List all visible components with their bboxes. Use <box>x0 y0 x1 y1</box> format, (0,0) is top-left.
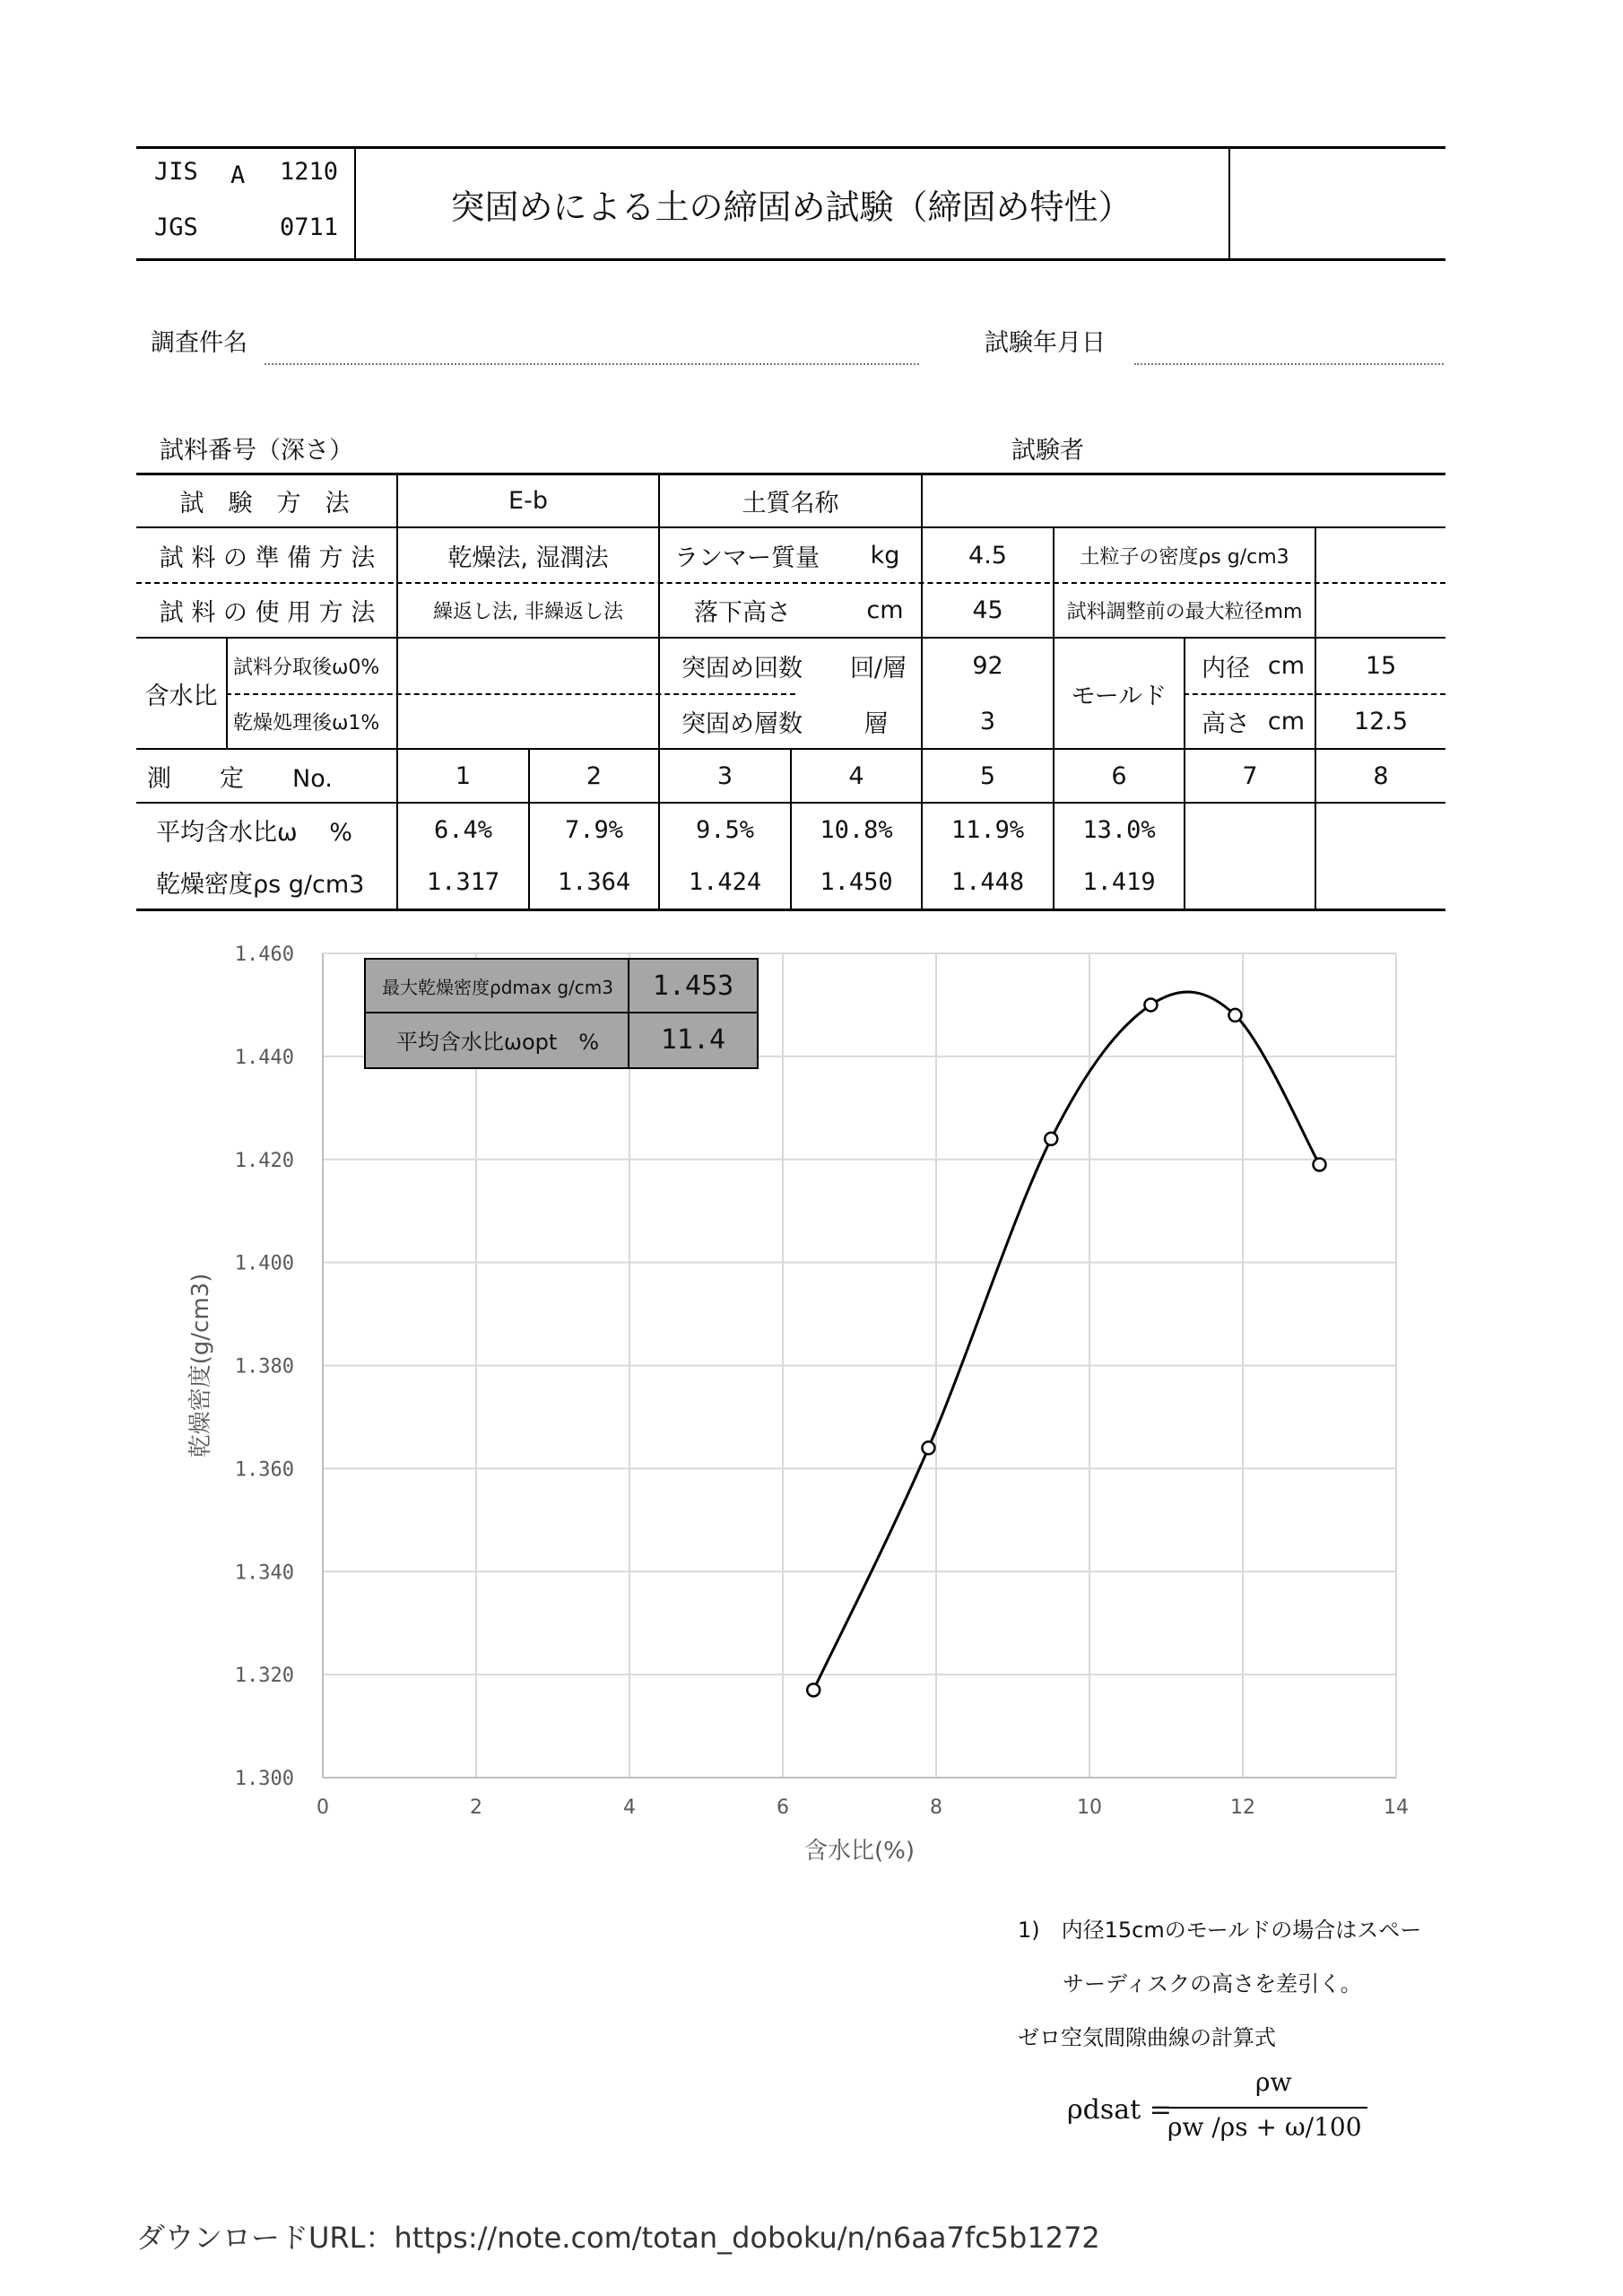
y-tick-label: 1.400 <box>234 1252 294 1275</box>
data-point <box>922 1441 934 1454</box>
y-axis-title: 乾燥密度(g/cm3) <box>187 1273 214 1458</box>
x-axis-title: 含水比(%) <box>804 1838 915 1865</box>
data-point <box>1314 1158 1326 1170</box>
summary-box <box>364 958 759 1069</box>
prep-method-label: 試 料 の 準 備 方 法 <box>159 544 376 572</box>
layers-unit: 層 <box>864 710 889 738</box>
x-tick-label: 0 <box>317 1796 329 1819</box>
dry-density-label: 乾燥密度ρs g/cm3 <box>156 870 365 899</box>
note-1-line-2: サーディスクの高さを差引く。 <box>1063 1971 1362 1996</box>
sample-no-label: 試料番号（深さ） <box>160 437 353 465</box>
rammer-mass-unit: kg <box>870 541 900 570</box>
measure-no: 5 <box>979 761 996 790</box>
data-point <box>807 1683 820 1696</box>
formula-denominator: ρw /ρs + ω/100 <box>1167 2112 1362 2142</box>
prep-method-value[interactable]: 乾燥法, 湿潤法 <box>447 544 609 572</box>
formula-numerator: ρw <box>1255 2067 1292 2097</box>
use-method-value[interactable]: 繰返し法, 非繰返し法 <box>433 601 623 623</box>
mold-label: モールド <box>1071 682 1167 710</box>
measure-no: 1 <box>455 761 472 790</box>
opt-w-label: 平均含水比ωopt % <box>395 1029 600 1055</box>
blows-unit: 回/層 <box>849 655 907 683</box>
height-unit: cm <box>1267 708 1306 735</box>
std1-a: JIS <box>154 158 198 186</box>
measure-no: 4 <box>848 761 864 790</box>
inner-dia-value[interactable]: 15 <box>1365 652 1397 680</box>
dry-density-value[interactable]: 1.419 <box>1082 867 1156 896</box>
test-date-label: 試験年月日 <box>985 329 1106 357</box>
max-density-label: 最大乾燥密度ρdmax g/cm3 <box>382 976 613 998</box>
use-method-label: 試 料 の 使 用 方 法 <box>159 599 376 627</box>
y-tick-label: 1.380 <box>234 1355 294 1378</box>
particle-density-label: 土粒子の密度ρs g/cm3 <box>1080 545 1289 569</box>
download-url[interactable]: ダウンロードURL：https://note.com/totan_doboku/n/n6aa7fc5b1272 <box>136 2221 1100 2255</box>
avg-w-value[interactable]: 9.5% <box>695 815 755 844</box>
y-tick-label: 1.440 <box>234 1046 294 1069</box>
measure-no: 3 <box>716 761 733 790</box>
opt-w-value: 11.4 <box>660 1023 726 1056</box>
formula-lhs: ρdsat = <box>1067 2094 1172 2126</box>
std1-b: A <box>230 161 246 189</box>
data-point <box>1045 1133 1057 1145</box>
blows-value[interactable]: 92 <box>972 652 1003 680</box>
y-tick-label: 1.320 <box>234 1665 294 1688</box>
avg-w-label: 平均含水比ω % <box>156 818 352 847</box>
drop-height-value[interactable]: 45 <box>972 596 1003 624</box>
dry-density-value[interactable]: 1.424 <box>688 867 762 896</box>
dry-density-value[interactable]: 1.448 <box>950 867 1025 896</box>
measure-no: 7 <box>1242 761 1258 790</box>
inner-dia-label: 内径 <box>1202 655 1250 683</box>
layers-label: 突固め層数 <box>681 710 803 738</box>
drop-height-unit: cm <box>866 596 904 624</box>
dry-density-value[interactable]: 1.317 <box>426 867 500 896</box>
dry-density-value[interactable]: 1.450 <box>820 867 893 896</box>
soil-name-label: 土質名称 <box>742 489 839 517</box>
x-tick-label: 14 <box>1384 1796 1409 1819</box>
x-tick-label: 8 <box>930 1796 942 1819</box>
y-tick-label: 1.340 <box>234 1561 294 1585</box>
test-method-value[interactable]: E-b <box>508 486 548 515</box>
x-tick-label: 12 <box>1230 1796 1255 1819</box>
zero-air-label: ゼロ空気間隙曲線の計算式 <box>1018 2025 1276 2050</box>
std2-c: 0711 <box>280 213 339 241</box>
height-label: 高さ <box>1202 710 1250 738</box>
rammer-mass-value[interactable]: 4.5 <box>968 541 1007 570</box>
test-method-label: 試 験 方 法 <box>179 489 350 517</box>
measure-no: 6 <box>1111 761 1127 790</box>
avg-w-value[interactable]: 13.0% <box>1082 815 1156 844</box>
measure-no: 8 <box>1373 761 1389 790</box>
avg-w-value[interactable]: 10.8% <box>820 815 893 844</box>
std2-a: JGS <box>154 213 198 241</box>
max-density-value: 1.453 <box>652 970 734 1002</box>
avg-w-value[interactable]: 11.9% <box>950 815 1025 844</box>
layers-value[interactable]: 3 <box>979 708 996 735</box>
rammer-mass-label: ランマー質量 <box>674 544 820 572</box>
w0-label: 試料分取後ω0% <box>233 657 380 679</box>
height-value[interactable]: 12.5 <box>1353 708 1409 735</box>
std1-c: 1210 <box>280 158 339 186</box>
y-tick-label: 1.460 <box>234 944 294 966</box>
formula <box>1067 2067 1426 2148</box>
drop-height-label: 落下高さ <box>694 599 791 627</box>
blows-label: 突固め回数 <box>681 655 803 683</box>
data-point <box>1228 1009 1241 1022</box>
y-tick-label: 1.300 <box>234 1768 294 1790</box>
survey-name-label: 調査件名 <box>151 329 247 357</box>
inner-dia-unit: cm <box>1267 652 1306 680</box>
x-tick-label: 2 <box>470 1796 482 1819</box>
data-point <box>1144 998 1157 1011</box>
x-tick-label: 4 <box>623 1796 636 1819</box>
tester-label: 試験者 <box>1011 437 1084 465</box>
page-title: 突固めによる土の締固め試験（締固め特性） <box>450 187 1133 227</box>
measure-label: 測 定 No. <box>147 764 333 793</box>
dry-density-value[interactable]: 1.364 <box>557 867 631 896</box>
avg-w-value[interactable]: 6.4% <box>433 815 493 844</box>
note-1-line-1: 1) 内径15cmのモールドの場合はスペー <box>1018 1918 1422 1943</box>
avg-w-value[interactable]: 7.9% <box>564 815 624 844</box>
water-content-label: 含水比 <box>144 682 218 710</box>
max-grain-label: 試料調整前の最大粒径mm <box>1066 601 1303 623</box>
y-tick-label: 1.420 <box>234 1149 294 1172</box>
y-tick-label: 1.360 <box>234 1458 294 1482</box>
measure-no: 2 <box>586 761 603 790</box>
x-tick-label: 6 <box>777 1796 789 1819</box>
w1-label: 乾燥処理後ω1% <box>233 712 380 735</box>
x-tick-label: 10 <box>1077 1796 1102 1819</box>
